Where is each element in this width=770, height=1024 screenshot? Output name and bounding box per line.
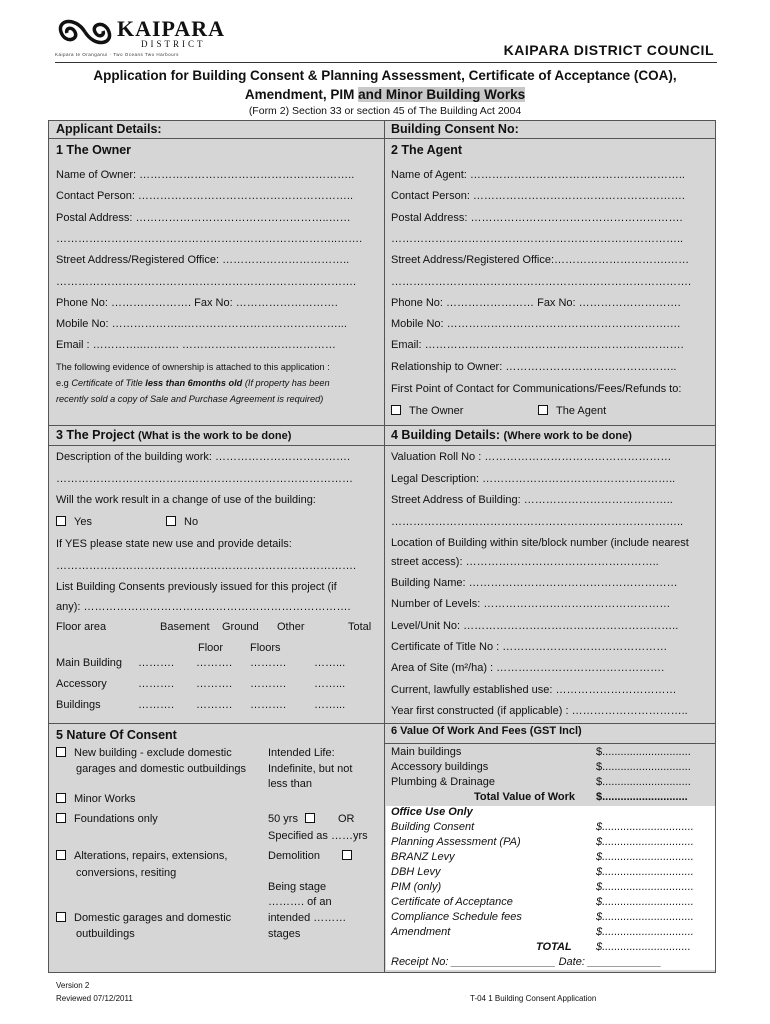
- total-value-field[interactable]: $............................: [596, 791, 688, 803]
- col-floor: Floor: [198, 642, 224, 654]
- col-basement: Basement: [160, 621, 210, 633]
- floor-area-cell[interactable]: ……….: [250, 699, 287, 711]
- number-of-levels-field[interactable]: Number of Levels: ……………………………………………: [391, 598, 671, 610]
- foundations-checkbox[interactable]: [56, 813, 66, 823]
- office-fee-label: Building Consent: [391, 821, 475, 833]
- demolition-option[interactable]: [268, 850, 360, 862]
- relationship-field[interactable]: Relationship to Owner: ………………………………………..: [391, 361, 677, 373]
- option-label: Alterations, repairs, extensions,: [74, 850, 228, 862]
- ownership-evidence-example: [56, 378, 330, 388]
- office-total-field[interactable]: $.............................: [596, 941, 691, 953]
- logo-district: DISTRICT: [141, 39, 206, 49]
- option-label: The Owner: [409, 405, 464, 417]
- floor-area-cell[interactable]: ……….: [196, 657, 233, 669]
- owner-checkbox[interactable]: [391, 405, 401, 415]
- logo-name: KAIPARA: [117, 16, 226, 41]
- value-of-work-heading: [391, 725, 582, 737]
- floor-area-cell[interactable]: ……….: [250, 678, 287, 690]
- intended-life-less-than: less than: [268, 778, 313, 790]
- option-label: Foundations only: [74, 813, 158, 825]
- agent-phone-field[interactable]: Phone No: …………………… Fax No: ……………………….: [391, 297, 681, 309]
- row-buildings: Buildings: [56, 699, 101, 711]
- office-fee-value[interactable]: $..............................: [596, 836, 694, 848]
- intended-stages-field[interactable]: intended ………: [268, 912, 347, 924]
- owner-phone-field[interactable]: Phone No: …………………. Fax No: ……………………….: [56, 297, 338, 309]
- office-total-label: TOTAL: [536, 941, 572, 953]
- evidence-text: e.g: [56, 378, 72, 388]
- office-fee-value[interactable]: $..............................: [596, 851, 694, 863]
- applicant-heading: Applicant Details:: [56, 122, 162, 136]
- owner-street-field[interactable]: Street Address/Registered Office: ……………………………..: [56, 254, 350, 266]
- option-label: No: [184, 516, 199, 528]
- option-label: 50 yrs: [268, 813, 298, 825]
- agent-heading: 2 The Agent: [391, 143, 463, 157]
- fifty-years-checkbox[interactable]: [305, 813, 315, 823]
- ownership-evidence-note: The following evidence of ownership is attached to this application :: [56, 362, 330, 372]
- building-street-line2[interactable]: ……………………………………………………………………..: [391, 516, 684, 528]
- agent-contact-field[interactable]: Contact Person: ………………………………………………….: [391, 190, 685, 202]
- office-fee-value[interactable]: $..............................: [596, 866, 694, 878]
- agent-street-field[interactable]: Street Address/Registered Office:………………………….……: [391, 254, 690, 266]
- or-label: OR: [338, 813, 355, 825]
- no-checkbox[interactable]: [166, 516, 176, 526]
- valuation-roll-field[interactable]: Valuation Roll No : ……………………………………………: [391, 451, 672, 463]
- fee-value-field[interactable]: $.............................: [596, 746, 691, 758]
- floor-area-cell[interactable]: ……….: [250, 657, 287, 669]
- col-total: Total: [348, 621, 372, 633]
- previous-consents-label: List Building Consents previously issued for this project (if: [56, 581, 337, 593]
- fifty-years-option[interactable]: [268, 813, 323, 825]
- minor-works-option[interactable]: [56, 793, 136, 805]
- owner-postal-line2[interactable]: …………………………………………………………………..…….: [56, 233, 363, 245]
- option-label: New building - exclude domestic: [74, 747, 232, 759]
- intended-life-label: Intended Life:: [268, 747, 335, 759]
- site-area-field[interactable]: Area of Site (m²/ha) : ……………………………………….: [391, 662, 665, 674]
- level-unit-field[interactable]: Level/Unit No: …………………………………………………..: [391, 620, 679, 632]
- new-use-field[interactable]: ……………………………………………………………………….: [56, 560, 357, 572]
- new-use-label: If YES please state new use and provide details:: [56, 538, 292, 550]
- ownership-evidence-note2: recently sold a copy of Sale and Purchase Agreement is required): [56, 394, 324, 404]
- work-description-line2[interactable]: ………………………………………………………………………: [56, 473, 353, 485]
- row-divider: [48, 723, 716, 724]
- floor-area-cell[interactable]: ……...: [314, 678, 346, 690]
- header-rule: [55, 62, 717, 63]
- owner-contact-field[interactable]: Contact Person: …………………………………………………..: [56, 190, 354, 202]
- reviewed-date: Reviewed 07/12/2011: [56, 994, 133, 1003]
- heading-text: 4 Building Details:: [391, 428, 501, 442]
- row-main-building: Main Building: [56, 657, 123, 669]
- office-fee-value[interactable]: $..............................: [596, 926, 694, 938]
- version-label: Version 2: [56, 981, 90, 990]
- heading-text: 3 The Project: [56, 428, 135, 442]
- kaipara-logo: [55, 14, 226, 64]
- option-label: The Agent: [556, 405, 607, 417]
- row-divider: [48, 138, 716, 139]
- first-contact-label: First Point of Contact for Communications/Fees/Refunds to:: [391, 383, 682, 395]
- agent-name-field[interactable]: Name of Agent: …………………………………………………..: [391, 169, 685, 181]
- floor-area-cell[interactable]: ……….: [138, 699, 175, 711]
- floor-area-cell[interactable]: ……….: [138, 657, 175, 669]
- owner-postal-field[interactable]: Postal Address: ……………………………………………..……: [56, 212, 351, 224]
- heading-text: 6 Value Of Work And Fees: [391, 725, 527, 737]
- owner-mobile-field[interactable]: Mobile No: ………………..……………………………………...: [56, 318, 347, 330]
- nature-of-consent-heading: 5 Nature Of Consent: [56, 728, 177, 742]
- option-label: Demolition: [268, 850, 320, 862]
- office-fee-value[interactable]: $..............................: [596, 911, 694, 923]
- floor-area-cell[interactable]: ……...: [314, 657, 346, 669]
- alterations-option-line2: conversions, resiting: [76, 867, 177, 879]
- fee-value-field[interactable]: $.............................: [596, 761, 691, 773]
- yes-checkbox[interactable]: [56, 516, 66, 526]
- owner-street-line2[interactable]: ……………………………………………………………………….: [56, 276, 357, 288]
- form-title-highlight: and Minor Building Works: [358, 87, 526, 102]
- logo-tagline: Kaipara te Oranganui · Two Oceans Two Harbours: [55, 52, 179, 57]
- alterations-option[interactable]: [56, 850, 227, 862]
- col-ground: Ground: [222, 621, 259, 633]
- domestic-garages-option[interactable]: [56, 912, 231, 924]
- new-building-option-line2: garages and domestic outbuildings: [76, 763, 247, 775]
- office-fee-label: Amendment: [391, 926, 451, 938]
- change-yes-option[interactable]: [56, 516, 92, 528]
- office-fee-label: DBH Levy: [391, 866, 441, 878]
- office-fee-label: Planning Assessment (PA): [391, 836, 521, 848]
- foundations-option[interactable]: [56, 813, 158, 825]
- fee-label: Main buildings: [391, 746, 462, 758]
- contact-owner-option[interactable]: [391, 405, 463, 417]
- new-building-checkbox[interactable]: [56, 747, 66, 757]
- heading-subtext: (GST Incl): [529, 725, 582, 737]
- previous-consents-field[interactable]: any): ……………………………………………………………….: [56, 601, 351, 613]
- evidence-text: Certificate of Title: [71, 378, 146, 388]
- total-value-label: Total Value of Work: [474, 791, 576, 803]
- office-fee-value[interactable]: $..............................: [596, 821, 694, 833]
- option-label: Domestic garages and domestic: [74, 912, 232, 924]
- domestic-garages-option-line2: outbuildings: [76, 928, 135, 940]
- koru-logo-icon: [55, 14, 115, 50]
- heading-subtext: (What is the work to be done): [137, 430, 292, 442]
- building-street-field[interactable]: Street Address of Building: …………………………………..: [391, 494, 673, 506]
- owner-name-field[interactable]: Name of Owner: …………………………………………………..: [56, 169, 355, 181]
- building-details-heading: [391, 428, 632, 442]
- owner-heading: 1 The Owner: [56, 143, 132, 157]
- contact-agent-option[interactable]: [538, 405, 606, 417]
- form-title-part: Amendment, PIM: [244, 87, 359, 102]
- office-use-heading: Office Use Only: [391, 806, 473, 818]
- form-subtitle: (Form 2) Section 33 or section 45 of The Building Act 2004: [248, 105, 522, 117]
- receipt-date-field[interactable]: Receipt No: _________________ Date: ____________: [391, 956, 662, 968]
- domestic-garages-checkbox[interactable]: [56, 912, 66, 922]
- work-description-field[interactable]: Description of the building work: ……………………………….: [56, 451, 351, 463]
- row-divider: [48, 445, 716, 446]
- agent-checkbox[interactable]: [538, 405, 548, 415]
- form-title-line2: [0, 87, 770, 102]
- change-of-use-question: Will the work result in a change of use of the building:: [56, 494, 316, 506]
- form-code: T-04 1 Building Consent Application: [470, 994, 597, 1003]
- floor-area-cell[interactable]: ……….: [196, 678, 233, 690]
- specified-years-field[interactable]: Specified as ……yrs: [268, 830, 368, 842]
- row-divider: [385, 743, 716, 744]
- legal-description-field[interactable]: Legal Description: ……………………………………………..: [391, 473, 676, 485]
- agent-mobile-field[interactable]: Mobile No: …………………………………………………….…: [391, 318, 681, 330]
- office-fee-label: BRANZ Levy: [391, 851, 455, 863]
- floor-area-label: Floor area: [56, 621, 107, 633]
- row-accessory: Accessory: [56, 678, 107, 690]
- option-label: Minor Works: [74, 793, 136, 805]
- building-name-field[interactable]: Building Name: …………………………………………………: [391, 577, 678, 589]
- option-label: Yes: [74, 516, 92, 528]
- heading-subtext: (Where work to be done): [503, 430, 632, 442]
- fee-label: Plumbing & Drainage: [391, 776, 495, 788]
- agent-email-field[interactable]: Email: …………………………………………………….……….: [391, 339, 684, 351]
- stage-label: Being stage: [268, 881, 327, 893]
- fee-label: Accessory buildings: [391, 761, 489, 773]
- floor-area-cell[interactable]: ……...: [314, 699, 346, 711]
- location-field[interactable]: street access): ……………………………………………..: [391, 556, 659, 568]
- office-fee-label: Compliance Schedule fees: [391, 911, 522, 923]
- council-name: KAIPARA DISTRICT COUNCIL: [503, 42, 714, 58]
- minor-works-checkbox[interactable]: [56, 793, 66, 803]
- demolition-checkbox[interactable]: [342, 850, 352, 860]
- office-fee-label: Certificate of Acceptance: [391, 896, 513, 908]
- current-use-field[interactable]: Current, lawfully established use: ……………………………: [391, 684, 677, 696]
- new-building-option[interactable]: [56, 747, 232, 759]
- change-no-option[interactable]: [166, 516, 198, 528]
- stage-field[interactable]: ………. of an: [268, 896, 332, 908]
- office-fee-label: PIM (only): [391, 881, 442, 893]
- project-heading: [56, 428, 291, 442]
- office-fee-value[interactable]: $..............................: [596, 896, 694, 908]
- office-fee-value[interactable]: $..............................: [596, 881, 694, 893]
- intended-life-indefinite: Indefinite, but not: [268, 763, 353, 775]
- row-divider: [48, 425, 716, 426]
- stages-label: stages: [268, 928, 301, 940]
- owner-email-field[interactable]: Email : …………..………. ……………………………………: [56, 339, 336, 351]
- floor-area-cell[interactable]: ……….: [196, 699, 233, 711]
- evidence-text: (If property has been: [242, 378, 330, 388]
- year-constructed-field[interactable]: Year first constructed (if applicable) : …………………………..: [391, 705, 688, 717]
- fee-value-field[interactable]: $.............................: [596, 776, 691, 788]
- form-title-line1: Application for Building Consent & Planning Assessment, Certificate of Acceptance (COA),: [93, 68, 677, 83]
- alterations-checkbox[interactable]: [56, 850, 66, 860]
- certificate-of-title-field[interactable]: Certificate of Title No : ………………………………………: [391, 641, 668, 653]
- column-divider: [384, 120, 385, 973]
- evidence-text: less than 6months old: [145, 378, 243, 388]
- agent-postal-field[interactable]: Postal Address: ………………………………………………….: [391, 212, 683, 224]
- consent-number-heading: Building Consent No:: [391, 122, 519, 136]
- floor-area-cell[interactable]: ……….: [138, 678, 175, 690]
- col-floors: Floors: [250, 642, 281, 654]
- col-other: Other: [277, 621, 305, 633]
- agent-postal-line2[interactable]: ……………………………………………………………………..: [391, 233, 684, 245]
- agent-street-line2[interactable]: ……………………………………………………………………….: [391, 276, 692, 288]
- location-label: Location of Building within site/block number (include nearest: [391, 537, 689, 549]
